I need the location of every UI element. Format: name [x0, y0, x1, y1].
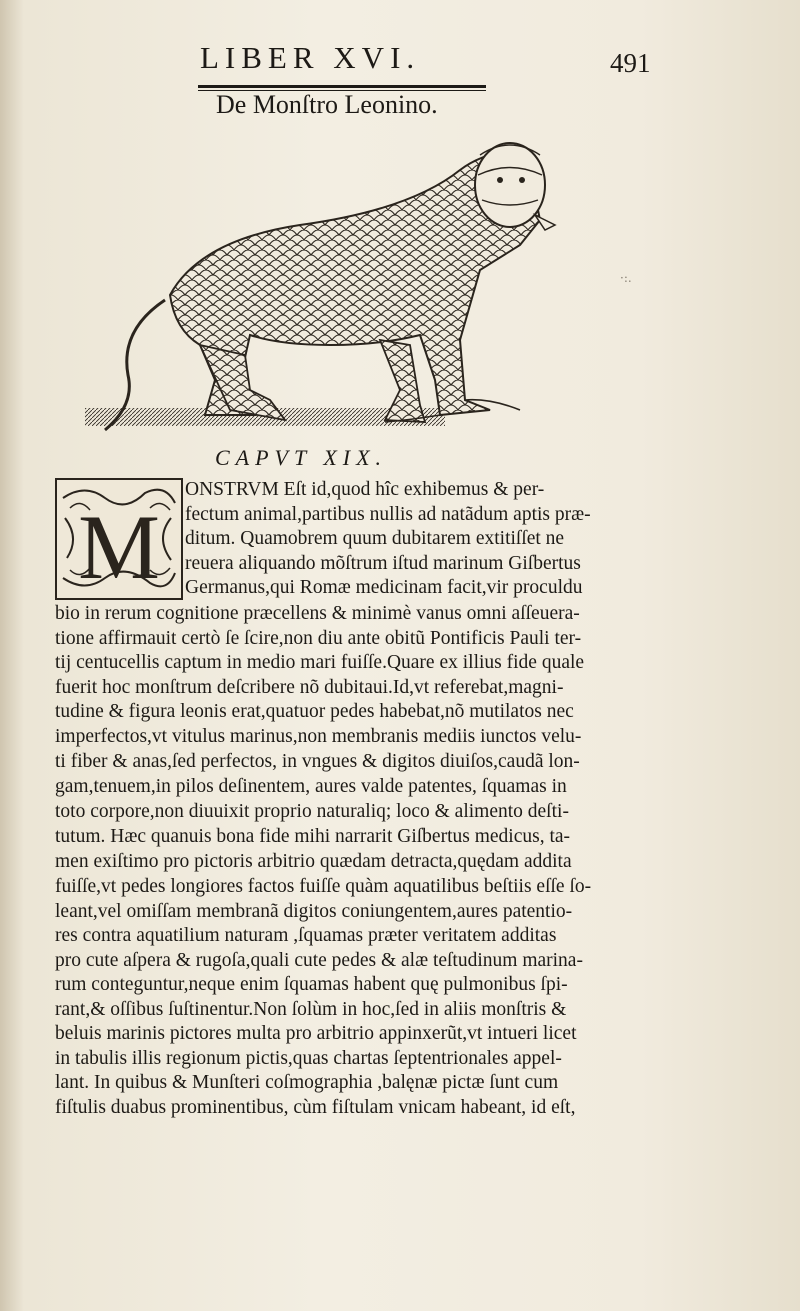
- running-title: LIBER XVI.: [200, 40, 421, 75]
- text-line: fectum animal,partibus nullis ad natãdum aptis præ-: [185, 504, 591, 525]
- text-line: fiſtulis duabus prominentibus, cùm fiſtulam vnicam habeant, id eſt,: [55, 1097, 576, 1118]
- page-number: 491: [610, 48, 651, 78]
- text-line: men exiſtimo pro pictoris arbitrio quædam detracta,quędam addita: [55, 851, 572, 872]
- initial-letter-glyph: M: [78, 496, 160, 598]
- chapter-heading: CAPVT XIX.: [215, 445, 388, 470]
- text-line: lant. In quibus & Munſteri coſmographia ,balęnæ pictæ ſunt cum: [55, 1072, 559, 1093]
- text-line: tudine & figura leonis erat,quatuor pedes habebat,nõ mutilatos nec: [55, 701, 574, 722]
- text-line: bio in rerum cognitione præcellens & minimè vanus omni aſſeuera-: [55, 603, 580, 624]
- text-line: leant,vel omiſſam membranã digitos coniungentem,aures patentio-: [55, 901, 573, 922]
- text-line: fuiſſe,vt pedes longiores factos fuiſſe quàm aquatilibus beſtiis eſſe ſo-: [55, 876, 592, 897]
- text-line: beluis marinis pictores multa pro arbitrio appinxerũt,vt intueri licet: [55, 1023, 577, 1044]
- text-line: gam,tenuem,in pilos deſinentem, aures valde patentes, ſquamas in: [55, 776, 567, 797]
- text-line: tione affirmauit certò ſe ſcire,non diu ante obitũ Pontificis Pauli ter-: [55, 628, 582, 649]
- text-line: ONSTRVM Eſt id,quod hîc exhibemus & per-: [185, 479, 545, 500]
- text-line: res contra aquatilium naturam ,ſquamas præter veritatem additas: [55, 925, 557, 946]
- text-line: imperfectos,vt vitulus marinus,non membranis mediis iunctos velu-: [55, 726, 582, 747]
- text-line: in tabulis illis regionum pictis,quas chartas ſeptentrionales appel-: [55, 1048, 562, 1069]
- decorated-initial-letter: [55, 478, 183, 600]
- chapter-title: De Monſtro Leonino.: [216, 90, 438, 119]
- margin-marks: ·:.: [620, 271, 632, 285]
- text-line: rum conteguntur,neque enim ſquamas habent quę pulmonibus ſpi-: [55, 974, 568, 995]
- text-line: toto corpore,non diuuixit proprio naturaliq; loco & alimento deſti-: [55, 801, 569, 822]
- text-line: ditum. Quamobrem quum dubitarem extitiſſet ne: [185, 528, 565, 549]
- text-line: ti fiber & anas,ſed perfectos, in vngues & digitos diuiſos,caudã lon-: [55, 751, 580, 772]
- text-line: tutum. Hæc quanuis bona fide mihi narrarit Giſbertus medicus, ta-: [55, 826, 571, 847]
- text-line: rant,& oſſibus ſuſtinentur.Non ſolùm in hoc,ſed in aliis monſtris &: [55, 999, 567, 1020]
- text-line: pro cute aſpera & rugoſa,quali cute pedes & alæ teſtudinum marina-: [55, 950, 583, 971]
- title-rule: [198, 85, 486, 88]
- text-line: reuera aliquando mõſtrum iſtud marinum Giſbertus: [185, 553, 581, 574]
- text-line: tij centucellis captum in medio mari fuiſſe.Quare ex illius fide quale: [55, 652, 585, 673]
- text-line: Germanus,qui Romæ medicinam facit,vir proculdu: [185, 577, 583, 598]
- lion-monster-illustration: [80, 130, 560, 445]
- text-line: fuerit hoc monſtrum deſcribere nõ dubitaui.Id,vt referebat,magni-: [55, 677, 564, 698]
